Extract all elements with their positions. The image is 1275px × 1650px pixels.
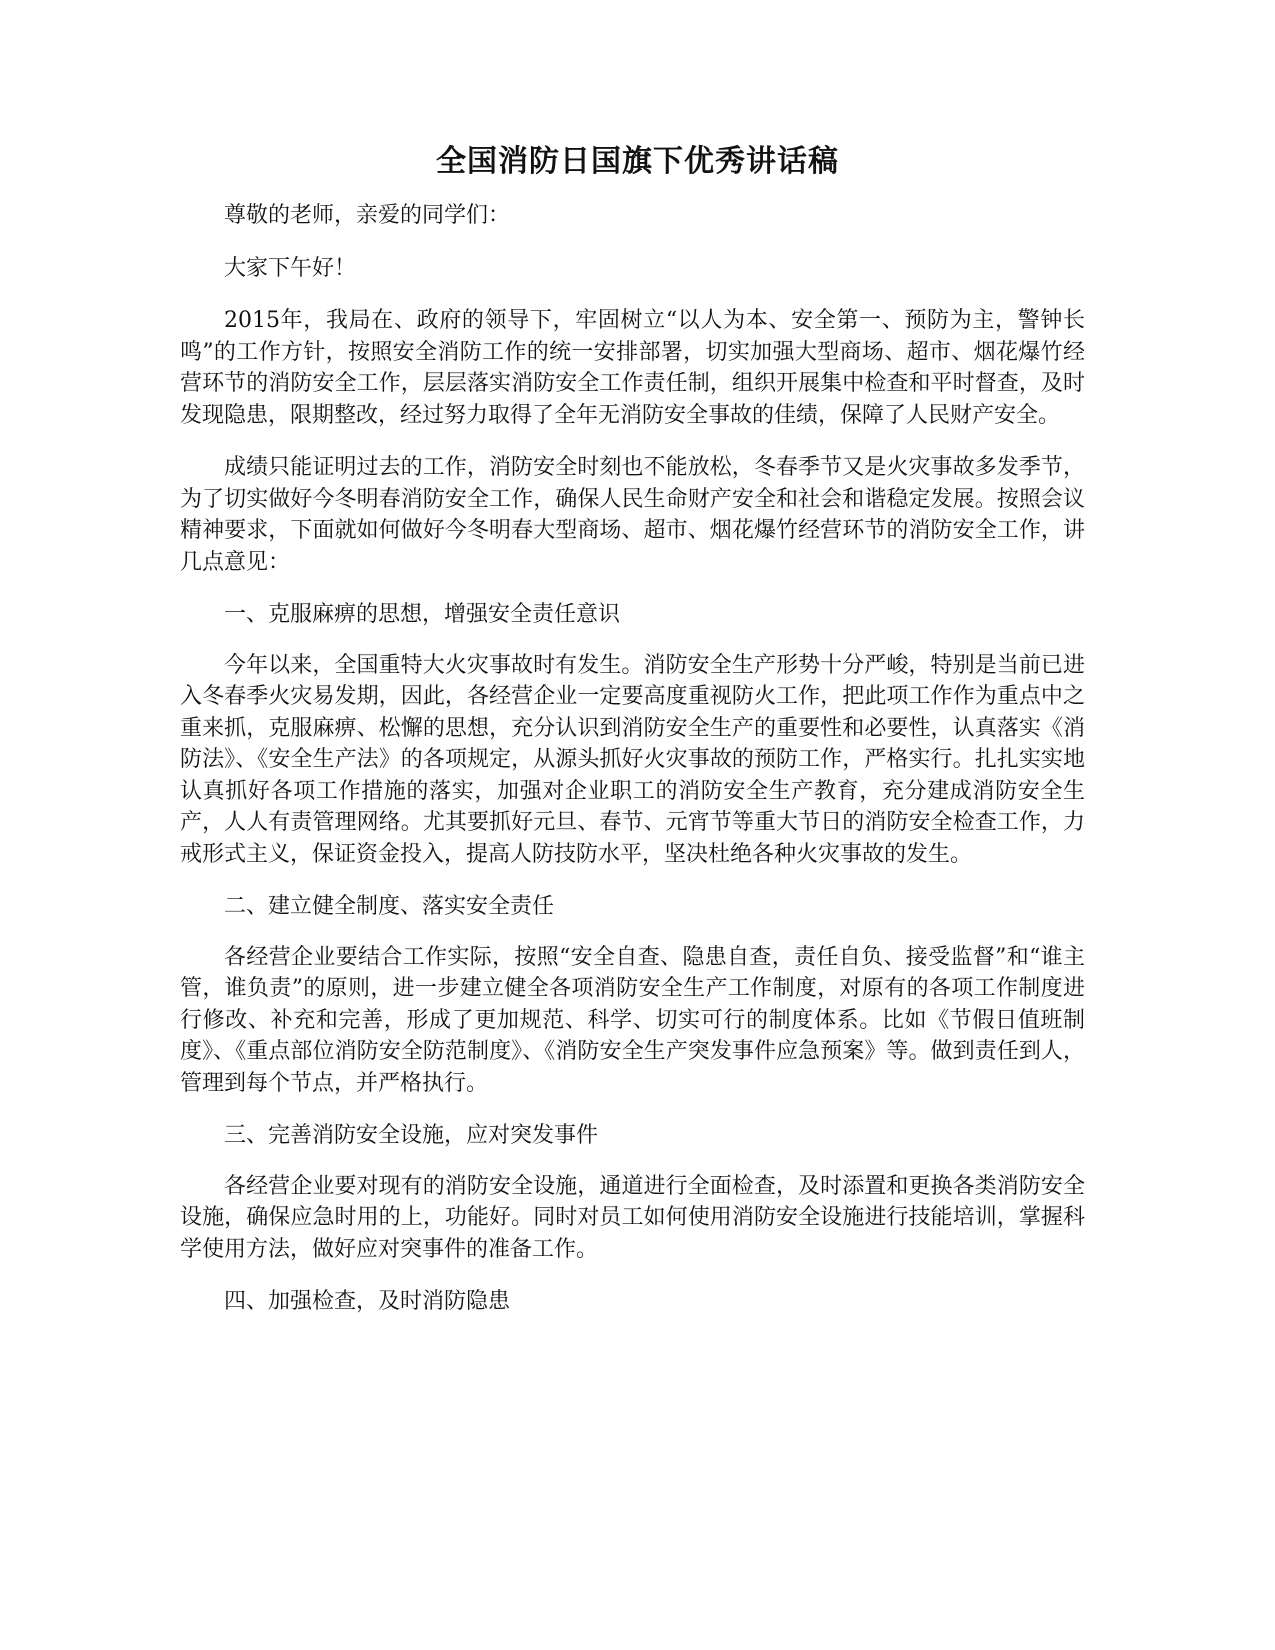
greeting: 大家下午好！ bbox=[224, 255, 357, 281]
section-heading-3: 三、完善消防安全设施，应对突发事件 bbox=[224, 1123, 599, 1148]
body-paragraph: 成绩只能证明过去的工作，消防安全时刻也不能放松，冬春季节又是火灾事故多发季节，为了切实做好今冬明春消防安全工作，确保人民生命财产安全和社会和谐稳定发展。按照会议精神要求，下面就如何做好今冬明春大型商场、超市、烟花爆竹经营环节的消防安全工作，讲几点意见： bbox=[180, 455, 1085, 575]
section-heading-1: 一、克服麻痹的思想，增强安全责任意识 bbox=[224, 602, 621, 627]
salutation: 尊敬的老师，亲爱的同学们： bbox=[224, 203, 511, 228]
section-heading-2: 二、建立健全制度、落实安全责任 bbox=[224, 894, 555, 919]
section-heading-4: 四、加强检查，及时消防隐患 bbox=[224, 1289, 511, 1314]
body-paragraph: 各经营企业要对现有的消防安全设施，通道进行全面检查，及时添置和更换各类消防安全设施，确保应急时用的上，功能好。同时对员工如何使用消防安全设施进行技能培训，掌握科学使用方法，做好应对突事件的准备工作。 bbox=[180, 1173, 1085, 1262]
document-body bbox=[180, 200, 1085, 1337]
body-paragraph: 各经营企业要结合工作实际，按照“安全自查、隐患自查，责任自负、接受监督”和“谁主管，谁负责”的原则，进一步建立健全各项消防安全生产工作制度，对原有的各项工作制度进行修改、补充和完善，形成了更加规范、科学、切实可行的制度体系。比如《节假日值班制度》、《重点部位消防安全防范制度》、《消防安全生产突发事件应急预案》等。做到责任到人，管理到每个节点，并严格执行。 bbox=[180, 944, 1085, 1096]
body-paragraph: 2015年，我局在、政府的领导下，牢固树立“以人为本、安全第一、预防为主，警钟长鸣”的工作方针，按照安全消防工作的统一安排部署，切实加强大型商场、超市、烟花爆竹经营环节的消防安全工作，层层落实消防安全工作责任制，组织开展集中检查和平时督查，及时发现隐患，限期整改，经过努力取得了全年无消防安全事故的佳绩，保障了人民财产安全。 bbox=[180, 308, 1085, 428]
body-paragraph: 今年以来，全国重特大火灾事故时有发生。消防安全生产形势十分严峻，特别是当前已进入冬春季火灾易发期，因此，各经营企业一定要高度重视防火工作，把此项工作作为重点中之重来抓，克服麻痹、松懈的思想，充分认识到消防安全生产的重要性和必要性，认真落实《消防法》、《安全生产法》的各项规定，从源头抓好火灾事故的预防工作，严格实行。扎扎实实地认真抓好各项工作措施的落实，加强对企业职工的消防安全生产教育，充分建成消防安全生产，人人有责管理网络。尤其要抓好元旦、春节、元宵节等重大节日的消防安全检查工作，力戒形式主义，保证资金投入，提高人防技防水平，坚决杜绝各种火灾事故的发生。 bbox=[180, 652, 1085, 867]
document-title: 全国消防日国旗下优秀讲话稿 bbox=[436, 144, 839, 179]
